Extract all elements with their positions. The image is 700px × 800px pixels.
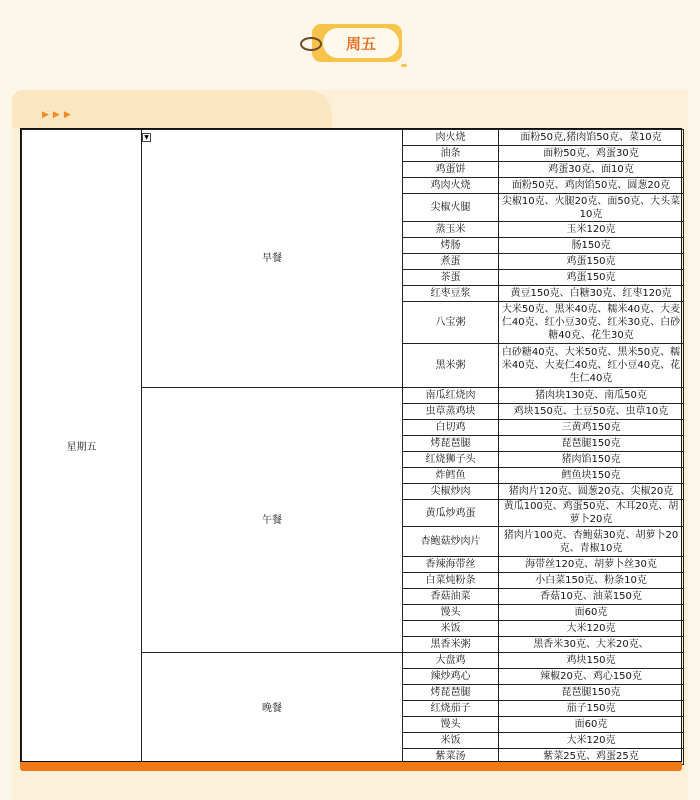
dish-ingredients: 面60克 (499, 605, 684, 621)
dish-ingredients: 白砂糖40克、大米50克、黑米50克、糯米40克、大麦仁40克、红小豆40克、花生仁40克 (499, 344, 684, 388)
dish-ingredients: 小白菜150克、粉条10克 (499, 573, 684, 589)
dish-ingredients: 鳕鱼块150克 (499, 468, 684, 484)
dish-name: 馒头 (403, 717, 499, 733)
dish-ingredients: 猪肉片120克、圆葱20克、尖椒20克 (499, 484, 684, 500)
dish-name: 茶蛋 (403, 270, 499, 286)
dish-ingredients: 鸡蛋30克、面10克 (499, 162, 684, 178)
dish-name: 尖椒火腿 (403, 194, 499, 222)
ring-decoration-icon (300, 37, 322, 51)
dish-name: 黄瓜炒鸡蛋 (403, 500, 499, 527)
dish-name: 杏鲍菇炒肉片 (403, 527, 499, 557)
dish-name: 煮蛋 (403, 254, 499, 270)
dish-name: 米饭 (403, 733, 499, 749)
dish-name: 米饭 (403, 621, 499, 637)
dish-ingredients: 鸡块150克 (499, 653, 684, 669)
dish-ingredients: 香菇10克、油菜150克 (499, 589, 684, 605)
dish-ingredients: 猪肉片100克、杏鲍菇30克、胡萝卜20克、青椒10克 (499, 527, 684, 557)
dish-ingredients: 面60克 (499, 717, 684, 733)
dish-ingredients: 鸡块150克、土豆50克、虫草10克 (499, 404, 684, 420)
table-row (22, 130, 684, 146)
dish-name: 尖椒炒肉 (403, 484, 499, 500)
dish-name: 蒸玉米 (403, 222, 499, 238)
dish-name: 红枣豆浆 (403, 286, 499, 302)
menu-table (21, 129, 684, 765)
dish-ingredients: 面粉50克、鸡肉馅50克、圆葱20克 (499, 178, 684, 194)
dish-name: 馒头 (403, 605, 499, 621)
dish-name: 黑香米粥 (403, 637, 499, 653)
dish-name: 油条 (403, 146, 499, 162)
dish-ingredients: 黑香米30克、大米20克、 (499, 637, 684, 653)
dish-ingredients: 茄子150克 (499, 701, 684, 717)
dish-name: 黑米粥 (403, 344, 499, 388)
dish-name: 鸡肉火烧 (403, 178, 499, 194)
dish-name: 八宝粥 (403, 302, 499, 344)
dish-ingredients: 紫菜25克、鸡蛋25克 (499, 749, 684, 765)
dish-ingredients: 琵琶腿150克 (499, 436, 684, 452)
dish-ingredients: 面粉50克,猪肉馅50克、菜10克 (499, 130, 684, 146)
section-tab (12, 90, 332, 128)
dish-name: 烤琵琶腿 (403, 436, 499, 452)
dish-ingredients: 海带丝120克、胡萝卜丝30克 (499, 557, 684, 573)
meal-label: 早餐 (142, 130, 403, 388)
dish-ingredients: 鸡蛋150克 (499, 254, 684, 270)
dish-name: 南瓜红烧肉 (403, 388, 499, 404)
bottom-accent-bar (20, 762, 682, 771)
dish-ingredients: 玉米120克 (499, 222, 684, 238)
dish-ingredients: 猪肉馅150克 (499, 452, 684, 468)
dish-name: 辣炒鸡心 (403, 669, 499, 685)
dish-name: 炸鳕鱼 (403, 468, 499, 484)
meal-label: 晚餐 (142, 653, 403, 765)
dish-name: 鸡蛋饼 (403, 162, 499, 178)
dish-ingredients: 猪肉块130克、南瓜50克 (499, 388, 684, 404)
dish-ingredients: 琵琶腿150克 (499, 685, 684, 701)
dish-ingredients: 肠150克 (499, 238, 684, 254)
dish-ingredients: 黄瓜100克、鸡蛋50克、木耳20克、胡萝卜20克 (499, 500, 684, 527)
header-decoration (401, 64, 407, 67)
dish-name: 烤肠 (403, 238, 499, 254)
dish-ingredients: 黄豆150克、白糖30克、红枣120克 (499, 286, 684, 302)
filter-dropdown-button[interactable]: ▼ (142, 133, 151, 142)
dish-ingredients: 大米120克 (499, 621, 684, 637)
dish-ingredients: 鸡蛋150克 (499, 270, 684, 286)
arrow-decoration-icon: ▶▶▶ (42, 110, 75, 120)
dish-ingredients: 大米120克 (499, 733, 684, 749)
dish-name: 紫菜汤 (403, 749, 499, 765)
dish-ingredients: 大米50克、黑米40克、糯米40克、大麦仁40克、红小豆30克、红米30克、白砂糖40克、花生30克 (499, 302, 684, 344)
dish-name: 红烧茄子 (403, 701, 499, 717)
dish-name: 香辣海带丝 (403, 557, 499, 573)
dish-name: 虫草蒸鸡块 (403, 404, 499, 420)
dish-ingredients: 三黄鸡150克 (499, 420, 684, 436)
dish-name: 白菜炖粉条 (403, 573, 499, 589)
dish-name: 白切鸡 (403, 420, 499, 436)
dish-name: 肉火烧 (403, 130, 499, 146)
day-label: 星期五 (22, 130, 142, 765)
dish-name: 大盘鸡 (403, 653, 499, 669)
dish-name: 香菇油菜 (403, 589, 499, 605)
dish-name: 红烧狮子头 (403, 452, 499, 468)
dish-ingredients: 辣椒20克、鸡心150克 (499, 669, 684, 685)
dish-ingredients: 面粉50克、鸡蛋30克 (499, 146, 684, 162)
dish-ingredients: 尖椒10克、火腿20克、面50克、大头菜10克 (499, 194, 684, 222)
dish-name: 烤琵琶腿 (403, 685, 499, 701)
page-title: 周五 (323, 28, 399, 58)
meal-label: 午餐 (142, 388, 403, 653)
menu-table-frame (20, 128, 682, 762)
